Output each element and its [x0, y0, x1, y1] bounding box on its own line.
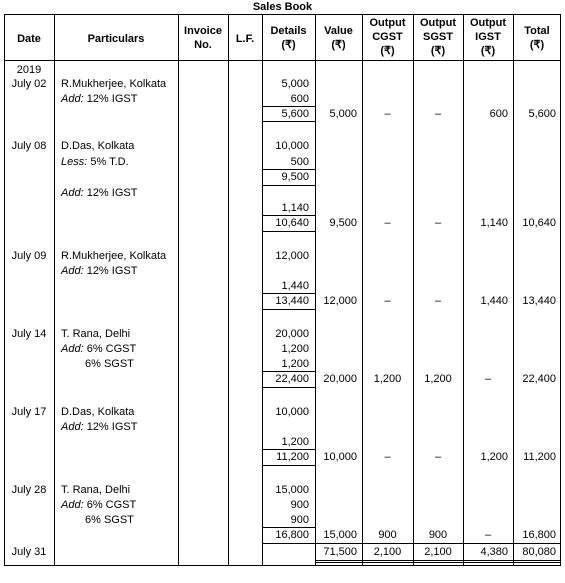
cgst-amount: – [384, 217, 391, 229]
col-divider [315, 14, 316, 566]
sgst-amount: 1,200 [424, 373, 452, 385]
col-divider [413, 14, 414, 566]
value-amount: 10,000 [323, 451, 357, 463]
entry-date: July 02 [11, 78, 47, 90]
entry-date: July 28 [11, 484, 47, 496]
total-amount: 13,440 [522, 295, 556, 307]
entry-adjustment: Less: 5% T.D. [61, 156, 129, 168]
sgst-amount: – [434, 108, 442, 120]
header-total: Total (₹) [524, 25, 550, 51]
totals-igst: 4,380 [480, 546, 508, 558]
cgst-amount: – [384, 295, 391, 307]
total-amount: 5,600 [528, 108, 556, 120]
entry-adjustment: Add: 12% IGST [61, 265, 138, 277]
sgst-amount: – [434, 295, 442, 307]
details-amount: 1,200 [281, 358, 309, 370]
col-divider [54, 14, 55, 566]
total-amount: 22,400 [522, 373, 556, 385]
col-divider [228, 14, 229, 566]
totals-top-rule [315, 543, 561, 544]
details-subtotal: 10,640 [275, 217, 309, 229]
details-amount: 1,200 [281, 343, 309, 355]
igst-amount: – [484, 373, 492, 385]
details-amount: 12,000 [275, 250, 309, 262]
col-divider [463, 14, 464, 566]
entry-adjustment: 6% SGST [85, 358, 134, 370]
header-divider [4, 60, 561, 61]
entry-party: R.Mukherjee, Kolkata [61, 250, 167, 262]
entry-party: T. Rana, Delhi [61, 484, 131, 496]
cgst-amount: 1,200 [373, 373, 402, 385]
header-date: Date [17, 33, 41, 45]
entry-party: D.Das, Kolkata [61, 406, 135, 418]
details-amount: 1,140 [281, 202, 309, 214]
totals-sgst: 2,100 [424, 546, 452, 558]
subtotal-rule [262, 185, 315, 186]
totals-value: 71,500 [323, 546, 357, 558]
details-subtotal: 5,600 [281, 108, 309, 120]
igst-amount: 600 [489, 108, 508, 120]
value-amount: 5,000 [329, 108, 357, 120]
details-subtotal: 22,400 [275, 373, 309, 385]
subtotal-rule [262, 309, 315, 310]
subtotal-rule [262, 121, 315, 122]
col-divider [513, 14, 514, 566]
details-subtotal: 16,800 [275, 529, 309, 541]
totals-total: 80,080 [522, 546, 556, 558]
details-amount: 600 [290, 93, 309, 105]
igst-amount: 1,140 [480, 217, 508, 229]
value-amount: 20,000 [323, 373, 357, 385]
details-amount: 10,000 [275, 140, 309, 152]
igst-amount: 1,200 [480, 451, 508, 463]
entry-party: T. Rana, Delhi [61, 328, 131, 340]
details-amount: 900 [290, 499, 309, 511]
entry-adjustment: 6% SGST [85, 514, 134, 526]
details-subtotal: 11,200 [276, 451, 309, 463]
entry-adjustment: Add: 12% IGST [61, 421, 138, 433]
value-amount: 15,000 [323, 529, 357, 541]
totals-double-rule [315, 560, 561, 561]
entry-adjustment: Add: 12% IGST [61, 93, 138, 105]
subtotal-rule [262, 387, 315, 388]
year-label: 2019 [16, 64, 42, 76]
entry-adjustment: Add: 6% CGST [61, 499, 137, 511]
details-amount: 10,000 [275, 406, 309, 418]
cgst-amount: – [384, 451, 391, 463]
sgst-amount: 900 [428, 529, 448, 541]
totals-cgst: 2,100 [373, 546, 402, 558]
header-particulars: Particulars [87, 33, 145, 45]
entry-date: July 14 [11, 328, 47, 340]
header-lf: L.F. [235, 33, 255, 45]
details-amount: 15,000 [275, 484, 309, 496]
header-details: Details (₹) [270, 25, 307, 51]
entry-party: R.Mukherjee, Kolkata [61, 78, 167, 90]
subtotal-rule [262, 231, 315, 232]
details-amount: 500 [290, 156, 309, 168]
igst-amount: 1,440 [480, 295, 508, 307]
header-output-sgst: Output SGST (₹) [419, 17, 457, 57]
cgst-amount: 900 [378, 529, 397, 541]
details-amount: 5,000 [281, 78, 309, 90]
subtotal-rule [262, 465, 315, 466]
entry-date: July 09 [11, 250, 47, 262]
col-divider [362, 14, 363, 566]
entry-party: D.Das, Kolkata [61, 140, 135, 152]
header-invoice-no: Invoice No. [184, 25, 222, 51]
entry-date: July 08 [11, 140, 47, 152]
details-amount: 20,000 [275, 328, 309, 340]
total-amount: 10,640 [522, 217, 556, 229]
col-divider [178, 14, 179, 566]
header-output-igst: Output IGST (₹) [469, 17, 507, 57]
total-amount: 16,800 [522, 529, 556, 541]
cgst-amount: – [384, 108, 391, 120]
details-amount: 900 [290, 514, 309, 526]
subtotal-rule [262, 543, 315, 544]
entry-date: July 17 [11, 406, 47, 418]
details-amount: 1,440 [281, 280, 309, 292]
value-amount: 12,000 [323, 295, 357, 307]
entry-adjustment: Add: 12% IGST [61, 187, 138, 199]
page-title: Sales Book [252, 1, 313, 13]
details-subtotal: 13,440 [275, 295, 309, 307]
igst-amount: – [484, 529, 492, 541]
totals-date: July 31 [11, 546, 47, 558]
totals-double-rule [315, 562, 561, 563]
header-value: Value (₹) [324, 25, 353, 51]
sgst-amount: – [434, 451, 442, 463]
total-amount: 11,200 [523, 451, 556, 463]
details-subtotal: 9,500 [281, 171, 309, 183]
entry-adjustment: Add: 6% CGST [61, 343, 137, 355]
details-amount: 1,200 [281, 436, 309, 448]
value-amount: 9,500 [329, 217, 357, 229]
subtotal-rule [262, 106, 315, 107]
sgst-amount: – [434, 217, 442, 229]
header-output-cgst: Output CGST (₹) [369, 17, 406, 57]
